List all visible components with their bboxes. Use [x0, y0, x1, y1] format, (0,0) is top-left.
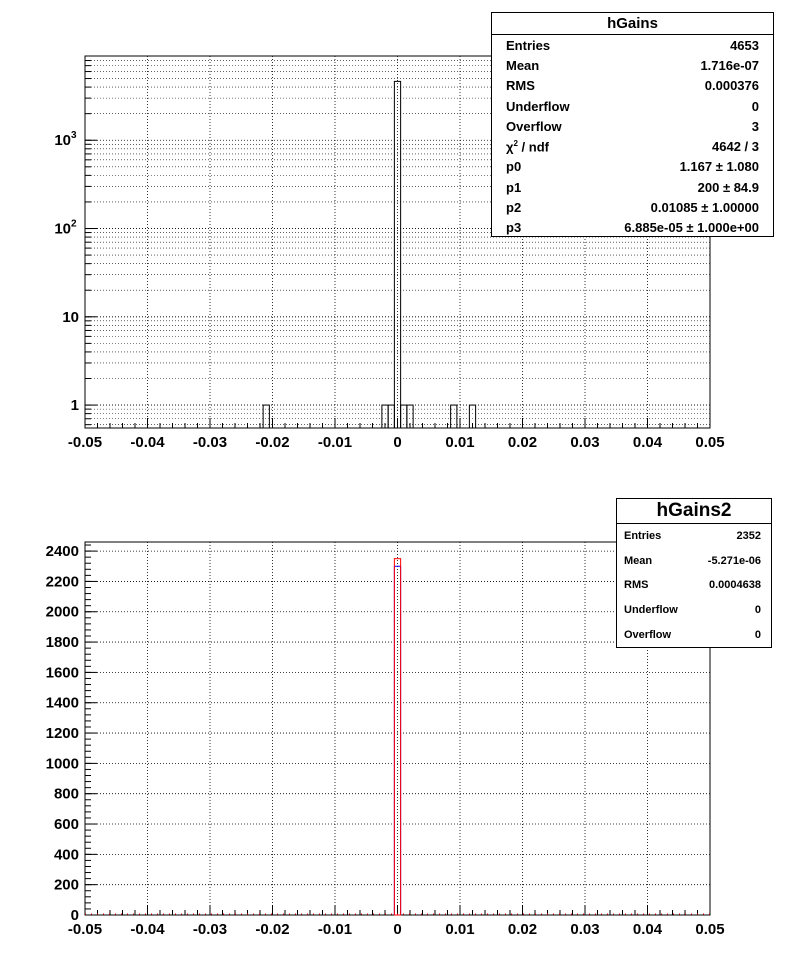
y-tick-label: 10: [54, 220, 71, 238]
y-tick-label: 2200: [45, 573, 79, 591]
y-tick-label: 600: [53, 816, 79, 834]
stats-row: [492, 197, 773, 217]
x-tick-label: 0.05: [695, 921, 725, 938]
stats-value: 2352: [736, 530, 761, 543]
stats-label: Underflow: [624, 604, 678, 617]
stats-value: 1.716e-07: [700, 57, 759, 73]
x-tick-label: -0.03: [192, 921, 228, 938]
stats-box-hgains2: [616, 498, 772, 648]
x-tick-label: 0.03: [570, 921, 600, 938]
x-tick-label: 0.02: [507, 921, 538, 938]
stats-label: Entries: [506, 37, 551, 53]
x-tick-label: -0.03: [192, 434, 228, 451]
stats-title: hGains2: [617, 499, 771, 524]
y-tick-label: 800: [53, 785, 79, 803]
x-tick-label: -0.01: [317, 434, 353, 451]
x-tick-label: 0.01: [445, 434, 475, 451]
stats-label: Mean: [624, 554, 653, 567]
stats-value: -5.271e-06: [707, 554, 761, 567]
stats-label: Overflow: [624, 628, 672, 641]
stats-value: 0.000376: [704, 78, 759, 94]
stats-row: [492, 35, 773, 55]
x-tick-label: -0.05: [67, 921, 103, 938]
stats-label: p2: [506, 200, 522, 216]
stats-label: RMS: [624, 579, 649, 592]
y-tick-label: 1000: [45, 755, 79, 773]
stats-row: [617, 598, 771, 623]
stats-row: [492, 177, 773, 197]
stats-title: hGains: [492, 13, 773, 35]
y-tick-label: 1: [70, 397, 79, 415]
x-tick-label: 0.01: [445, 921, 475, 938]
x-tick-label: -0.02: [255, 921, 290, 938]
stats-label: p3: [506, 220, 522, 236]
stats-label: RMS: [506, 78, 535, 94]
stats-row: [492, 218, 773, 238]
x-tick-label: -0.04: [130, 921, 165, 938]
stats-value: 0.0004638: [709, 579, 761, 592]
x-tick-label: 0.05: [695, 434, 725, 451]
x-tick-label: 0: [393, 434, 402, 451]
stats-label: Mean: [506, 57, 540, 73]
y-tick-label: 200: [53, 876, 79, 894]
x-tick-label: -0.05: [67, 434, 103, 451]
y-tick-label: 10: [62, 308, 79, 326]
stats-row: [492, 96, 773, 116]
stats-row: [617, 573, 771, 598]
stats-label: p0: [506, 159, 522, 175]
stats-label: Overflow: [506, 118, 562, 134]
stats-value: 0.01085 ± 1.00000: [650, 200, 759, 216]
stats-row: [492, 136, 773, 156]
y-tick-label: 2400: [45, 543, 79, 561]
stats-row: [492, 55, 773, 75]
y-tick-label: 2000: [45, 603, 79, 621]
y-tick-exponent: 2: [71, 218, 77, 230]
y-tick-exponent: 3: [71, 130, 77, 142]
y-tick-label: 400: [53, 846, 79, 864]
y-tick-label: 0: [70, 907, 79, 924]
stats-value: 3: [751, 118, 759, 134]
stats-row: [617, 549, 771, 574]
stats-value: 200 ± 84.9: [697, 179, 759, 195]
stats-label: Underflow: [506, 98, 570, 114]
y-tick-label: 1400: [45, 694, 79, 712]
y-tick-label: 1800: [45, 634, 79, 652]
stats-label: p1: [506, 179, 522, 195]
stats-value: 6.885e-05 ± 1.000e+00: [624, 220, 759, 236]
stats-row: [492, 76, 773, 96]
stats-row: [617, 622, 771, 647]
y-tick-label: 10: [54, 132, 71, 150]
x-tick-label: 0.04: [632, 434, 663, 451]
stats-row: [492, 116, 773, 136]
stats-row: [617, 524, 771, 549]
x-tick-label: 0.04: [632, 921, 663, 938]
x-tick-label: -0.04: [130, 434, 165, 451]
stats-value: 0: [754, 604, 761, 617]
stats-value: 1.167 ± 1.080: [679, 159, 759, 175]
x-tick-label: -0.02: [255, 434, 290, 451]
stats-value: 4642 / 3: [712, 139, 759, 155]
stats-label: Entries: [624, 530, 662, 543]
stats-label: $\chi^2$ / ndf: [506, 138, 549, 155]
stats-value: 0: [754, 628, 761, 641]
x-tick-label: 0.02: [507, 434, 538, 451]
y-tick-label: 1200: [45, 725, 79, 743]
stats-value: 0: [751, 98, 759, 114]
y-tick-label: 1600: [45, 664, 79, 682]
x-tick-label: 0.03: [570, 434, 600, 451]
stats-row: [492, 157, 773, 177]
stats-value: 4653: [730, 37, 759, 53]
x-tick-label: -0.01: [317, 921, 353, 938]
x-tick-label: 0: [393, 921, 402, 938]
stats-box-hgains: [491, 12, 774, 237]
